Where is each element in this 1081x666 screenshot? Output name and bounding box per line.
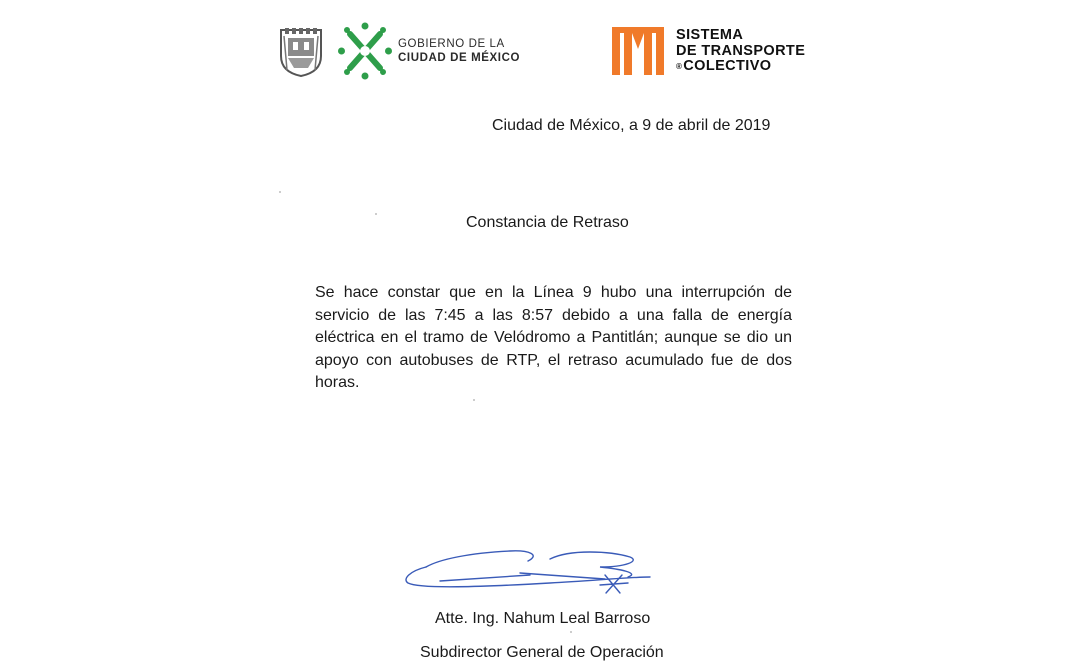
letter-subject: Constancia de Retraso bbox=[466, 214, 629, 231]
scan-speck bbox=[473, 399, 475, 401]
signer-name: Atte. Ing. Nahum Leal Barroso bbox=[435, 610, 651, 627]
metro-m-logo-icon bbox=[612, 27, 664, 75]
cdmx-logo-icon bbox=[338, 22, 392, 80]
stc-wordmark bbox=[676, 28, 805, 75]
signer-position: Subdirector General de Operación bbox=[420, 644, 664, 661]
letter-date: Ciudad de México, a 9 de abril de 2019 bbox=[492, 117, 771, 134]
stc-wordmark-line3-text: COLECTIVO bbox=[683, 58, 772, 74]
cdmx-coat-of-arms-icon bbox=[278, 26, 324, 78]
scan-speck bbox=[375, 213, 377, 215]
letter-body: Se hace constar que en la Línea 9 hubo una interrupción de servicio de las 7:45 a las 8:57 debido a una falla de energía eléctrica en el tramo de Velódromo a Pantitlán; aunque se dio un apoyo con autobuses de RTP, el retraso acumulado fue de dos horas. bbox=[315, 284, 792, 392]
stc-wordmark-line1: SISTEMA bbox=[676, 27, 744, 43]
stc-wordmark-line3 bbox=[676, 59, 805, 75]
cdmx-wordmark bbox=[398, 37, 520, 65]
registered-mark: ® bbox=[676, 62, 683, 71]
cdmx-wordmark-line1: GOBIERNO DE LA bbox=[398, 38, 505, 50]
stc-wordmark-line2: DE TRANSPORTE bbox=[676, 42, 806, 59]
scan-speck bbox=[570, 631, 572, 633]
scan-speck bbox=[279, 191, 281, 193]
handwritten-signature bbox=[400, 545, 656, 601]
cdmx-wordmark-line2: CIUDAD DE MÉXICO bbox=[398, 52, 521, 64]
